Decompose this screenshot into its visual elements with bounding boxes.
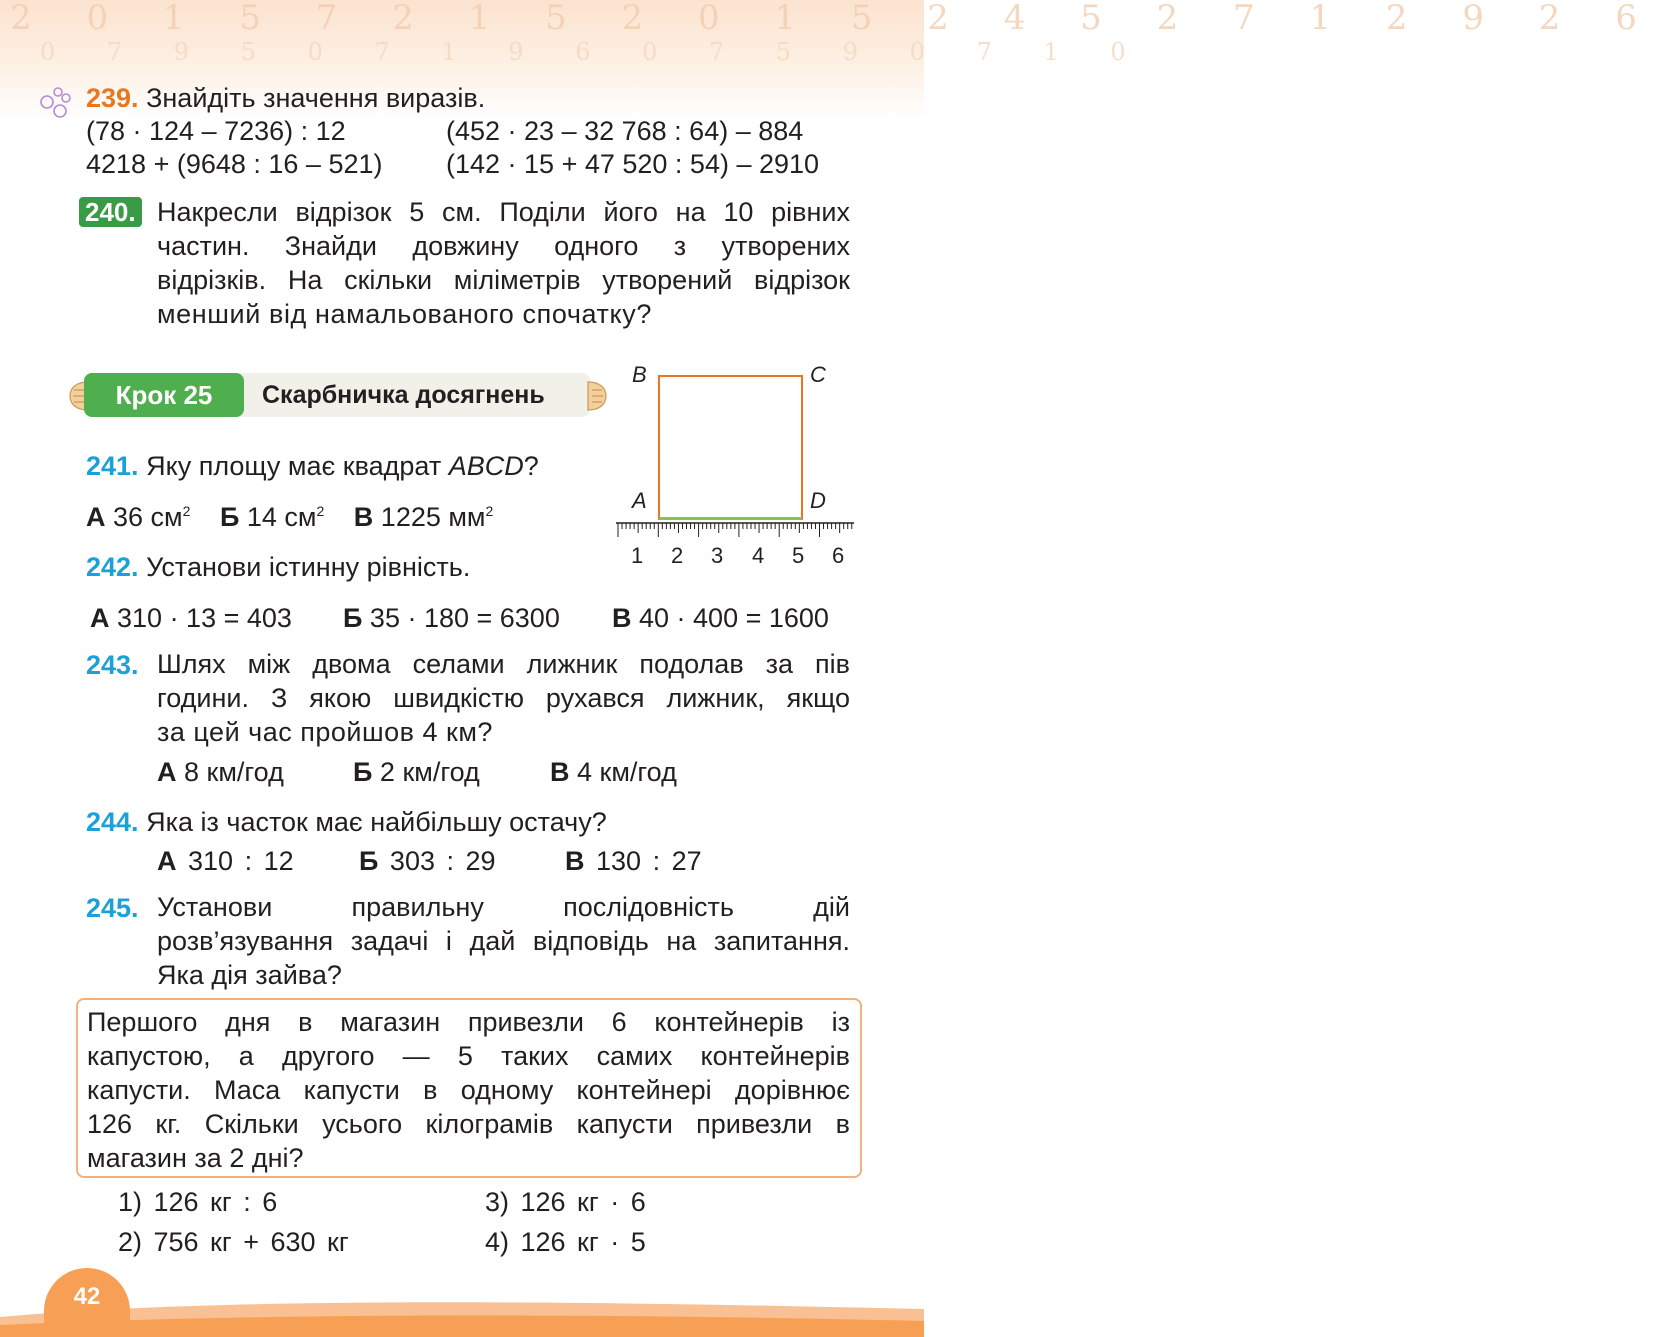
task-number-badge: 240. [79, 197, 142, 227]
option-value: 36 см [113, 502, 183, 532]
answer-option [565, 845, 702, 877]
option-letter: А [157, 757, 177, 787]
vertex-label: B [632, 362, 647, 387]
task-242-heading [86, 551, 470, 583]
task-text-line: Установи правильну послідовність дій [157, 892, 850, 922]
expression: (78 · 124 – 7236) : 12 [86, 116, 346, 146]
action-option: 3) 126 кг · 6 [485, 1187, 646, 1217]
bottom-wave [0, 1295, 924, 1337]
option-value: 1225 мм [380, 502, 486, 532]
task-text-italic: ABCD [448, 451, 524, 481]
option-value: 130 : 27 [596, 846, 702, 876]
task-text-line: Накресли відрізок 5 см. Поділи його на 10 рівних [157, 197, 850, 227]
problem-line: 126 кг. Скільки усього кілограмів капусти привезли в [87, 1109, 850, 1139]
option-letter: В [353, 502, 374, 532]
superscript: 2 [182, 503, 191, 519]
option-letter: Б [353, 757, 373, 787]
answer-option [157, 756, 284, 788]
action-option: 1) 126 кг : 6 [118, 1187, 278, 1217]
option-value: 8 км/год [184, 757, 284, 787]
task-number: 242. [86, 552, 139, 582]
option-value: 35 · 180 = 6300 [369, 603, 560, 633]
ruler-label: 1 [631, 543, 644, 568]
action-option: 2) 756 кг + 630 кг [118, 1227, 349, 1257]
problem-line: магазин за 2 дні? [87, 1143, 304, 1173]
option-letter: В [550, 757, 570, 787]
answer-option [550, 756, 677, 788]
task-text-line: Шлях між двома селами лижник подолав за пів [157, 649, 850, 679]
task-number: 239. [86, 83, 139, 113]
option-value: 303 : 29 [389, 846, 496, 876]
task-text-line: Яка дія зайва? [157, 960, 342, 990]
task-text: Знайдіть значення виразів. [146, 83, 486, 113]
expression: (142 · 15 + 47 520 : 54) – 2910 [446, 149, 820, 179]
task-number: 243. [86, 650, 139, 680]
circles-icon [38, 84, 78, 120]
option-letter: А [157, 846, 177, 876]
decor-digits: 2 0 1 5 7 2 1 5 2 0 1 5 2 4 5 2 7 1 2 9 2 6 [10, 0, 1659, 38]
option-value: 14 см [246, 502, 317, 532]
action-option: 4) 126 кг · 5 [485, 1227, 646, 1257]
ruler-label: 3 [711, 543, 724, 568]
problem-line: капустою, а другого — 5 таких самих контейнерів [87, 1041, 850, 1071]
task-244-heading [86, 806, 607, 838]
vertex-label: D [810, 488, 826, 513]
task-number: 241. [86, 451, 139, 481]
ruler-label: 2 [671, 543, 684, 568]
option-letter: Б [359, 846, 379, 876]
superscript: 2 [316, 503, 325, 519]
decor-digits: 0 7 9 5 0 7 1 9 6 0 7 5 9 0 7 1 0 [40, 38, 1148, 66]
task-text-line: частин. Знайди довжину одного з утворених [157, 231, 850, 261]
square-ruler-figure [612, 360, 862, 580]
superscript: 2 [485, 503, 494, 519]
option-letter: В [612, 603, 632, 633]
option-value: 310 : 12 [188, 846, 294, 876]
problem-line: Першого дня в магазин привезли 6 контейнерів із [87, 1007, 850, 1037]
task-number: 245. [86, 893, 139, 923]
task-text: Яка із часток має найбільшу остачу? [146, 807, 607, 837]
task-239-heading [86, 82, 485, 114]
task-text: Яку площу має квадрат [146, 451, 449, 481]
option-letter: Б [219, 502, 240, 532]
ruler-label: 5 [792, 543, 805, 568]
task-text-line: години. З якою швидкістю рухався лижник, якщо [157, 683, 850, 713]
answer-option [90, 602, 292, 634]
answer-option [343, 602, 560, 634]
expression: 4218 + (9648 : 16 – 521) [86, 149, 383, 179]
vertex-label: A [632, 488, 647, 513]
task-text-line: розв’язування задачі і дай відповідь на запитання. [157, 926, 850, 956]
option-letter: Б [343, 603, 363, 633]
task-text: Установи істинну рівність. [146, 552, 471, 582]
expression: (452 · 23 – 32 768 : 64) – 884 [446, 116, 804, 146]
ruler-label: 4 [752, 543, 765, 568]
task-number: 244. [86, 807, 139, 837]
vertex-label: C [810, 362, 826, 387]
problem-line: капусти. Маса капусти в одному контейнері дорівнює [87, 1075, 850, 1105]
step-label: Крок 25 [84, 373, 244, 417]
option-letter: А [86, 502, 106, 532]
answer-option [359, 845, 496, 877]
option-value: 4 км/год [577, 757, 677, 787]
answer-option [157, 845, 294, 877]
answer-option [353, 756, 480, 788]
answer-options [86, 495, 493, 533]
option-value: 40 · 400 = 1600 [639, 603, 829, 633]
answer-option [612, 602, 829, 634]
option-letter: А [90, 603, 110, 633]
task-text-line: за цей час пройшов 4 км? [157, 717, 493, 747]
task-text: ? [523, 451, 539, 481]
option-value: 2 км/год [379, 757, 480, 787]
page-number: 42 [44, 1268, 130, 1330]
hand-icon [584, 378, 610, 414]
option-value: 310 · 13 = 403 [117, 603, 292, 633]
option-letter: В [565, 846, 585, 876]
step-title: Скарбничка досягнень [262, 381, 545, 409]
task-241-heading [86, 450, 539, 482]
ruler-label: 6 [832, 543, 845, 568]
task-text-line: відрізків. На скільки міліметрів утворений відрізок [157, 265, 850, 295]
task-text-line: менший від намальованого спочатку? [157, 299, 652, 329]
